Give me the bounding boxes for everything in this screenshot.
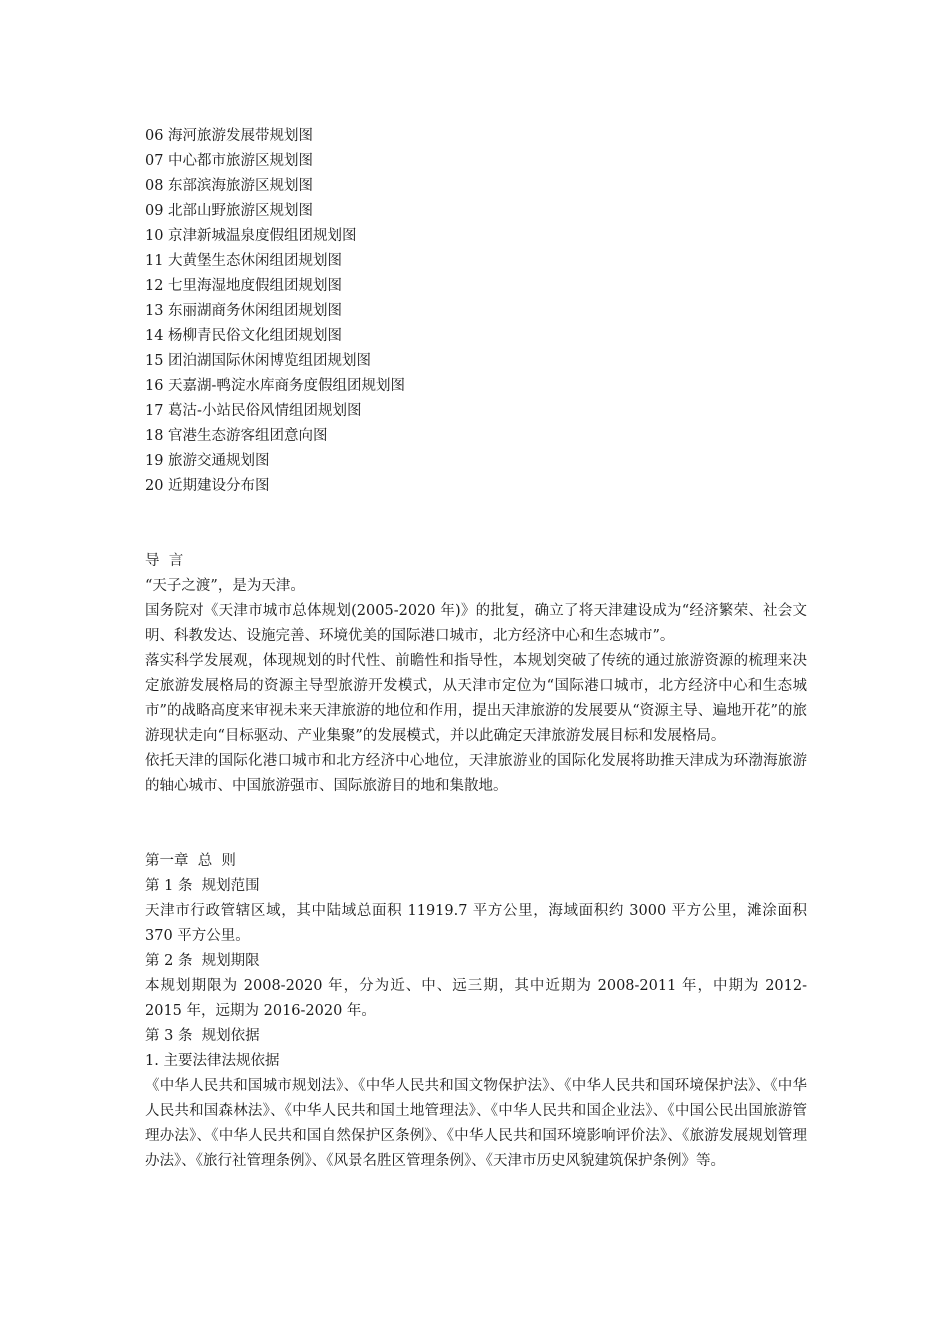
chapter-heading: 第一章 总 则: [145, 853, 236, 869]
article-title: 第 1 条 规划范围: [145, 878, 260, 894]
intro-section: [145, 549, 807, 799]
figure-list-item: 16 天嘉湖-鸭淀水库商务度假组团规划图: [145, 378, 405, 394]
basis-title: 1. 主要法律法规依据: [145, 1053, 280, 1069]
document-page: [145, 124, 807, 1174]
article-title: 第 2 条 规划期限: [145, 953, 260, 969]
figure-list: [145, 124, 807, 499]
figure-list-item: 17 葛沽-小站民俗风情组团规划图: [145, 403, 362, 419]
figure-list-item: 18 官港生态游客组团意向图: [145, 428, 328, 444]
article-text: 天津市行政管辖区域，其中陆域总面积 11919.7 平方公里，海域面积约 3000 平方公里，滩涂面积 370 平方公里。: [145, 903, 807, 944]
chapter1-section: [145, 849, 807, 1174]
figure-list-item: 10 京津新城温泉度假组团规划图: [145, 228, 357, 244]
figure-list-item: 19 旅游交通规划图: [145, 453, 270, 469]
intro-paragraph: 依托天津的国际化港口城市和北方经济中心地位，天津旅游业的国际化发展将助推天津成为环渤海旅游的轴心城市、中国旅游强市、国际旅游目的地和集散地。: [145, 753, 807, 794]
article-title: 第 3 条 规划依据: [145, 1028, 260, 1044]
article-text: 本规划期限为 2008-2020 年，分为近、中、远三期，其中近期为 2008-2011 年，中期为 2012-2015 年，远期为 2016-2020 年。: [145, 978, 807, 1019]
figure-list-item: 09 北部山野旅游区规划图: [145, 203, 314, 219]
intro-paragraph: 落实科学发展观，体现规划的时代性、前瞻性和指导性，本规划突破了传统的通过旅游资源的梳理来决定旅游发展格局的资源主导型旅游开发模式，从天津市定位为“国际港口城市，北方经济中心和生态城市”的战略高度来审视未来天津旅游的地位和作用，提出天津旅游的发展要从“资源主导、遍地开花”的旅游现状走向“目标驱动、产业集聚”的发展模式，并以此确定天津旅游发展目标和发展格局。: [145, 653, 807, 744]
figure-list-item: 06 海河旅游发展带规划图: [145, 128, 314, 144]
figure-list-item: 15 团泊湖国际休闲博览组团规划图: [145, 353, 372, 369]
figure-list-item: 08 东部滨海旅游区规划图: [145, 178, 314, 194]
figure-list-item: 11 大黄堡生态休闲组团规划图: [145, 253, 343, 269]
figure-list-item: 14 杨柳青民俗文化组团规划图: [145, 328, 343, 344]
figure-list-item: 12 七里海湿地度假组团规划图: [145, 278, 343, 294]
intro-heading: 导 言: [145, 553, 184, 569]
figure-list-item: 20 近期建设分布图: [145, 478, 270, 494]
section-spacer: [145, 799, 807, 849]
intro-paragraph: “天子之渡”，是为天津。: [145, 578, 305, 594]
figure-list-item: 07 中心都市旅游区规划图: [145, 153, 314, 169]
intro-paragraph: 国务院对《天津市城市总体规划(2005-2020 年)》的批复，确立了将天津建设成为“经济繁荣、社会文明、科教发达、设施完善、环境优美的国际港口城市，北方经济中心和生态城市”。: [145, 603, 807, 644]
figure-list-item: 13 东丽湖商务休闲组团规划图: [145, 303, 343, 319]
section-spacer: [145, 499, 807, 549]
basis-text: 《中华人民共和国城市规划法》、《中华人民共和国文物保护法》、《中华人民共和国环境保护法》、《中华人民共和国森林法》、《中华人民共和国土地管理法》、《中华人民共和国企业法》、《中国公民出国旅游管理办法》、《中华人民共和国自然保护区条例》、《中华人民共和国环境影响评价法》、《旅游发展规划管理办法》、《旅行社管理条例》、《风景名胜区管理条例》、《天津市历史风貌建筑保护条例》等。: [145, 1078, 807, 1169]
